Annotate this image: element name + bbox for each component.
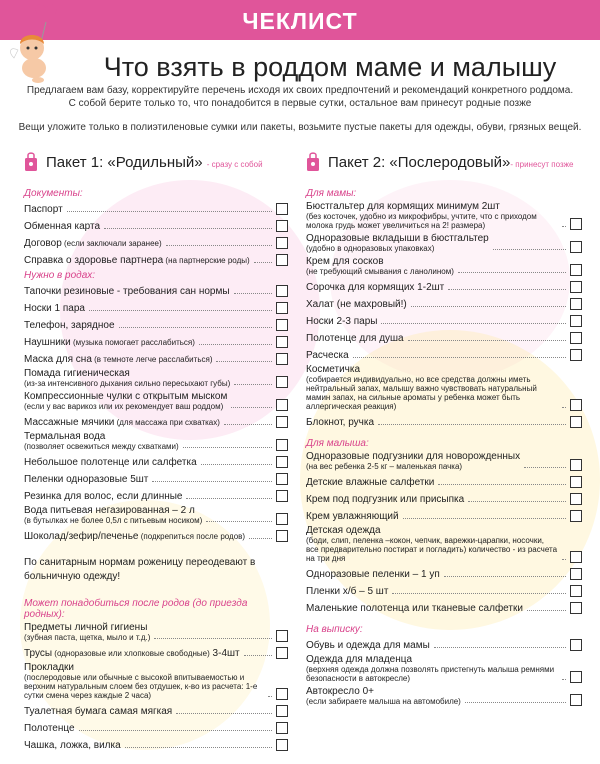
dotted-leader [562,679,566,680]
checklist-item [306,364,582,411]
checkbox[interactable] [276,513,288,525]
checkbox[interactable] [276,630,288,642]
checkbox[interactable] [276,399,288,411]
item-label: Детские влажные салфетки [306,477,435,488]
checklist-item [24,737,288,751]
dotted-leader [166,245,272,246]
item-label: Телефон, зарядное [24,320,115,331]
item-text [306,233,493,253]
dotted-leader [438,484,566,485]
dotted-leader [527,610,566,611]
checklist-item [306,566,582,580]
item-text [306,654,562,683]
checkbox[interactable] [570,493,582,505]
item-label: Пленки х/б – 5 шт [306,586,389,597]
section-title-documents: Документы: [24,188,83,199]
dotted-leader [444,576,566,577]
package-2-header [306,150,582,184]
item-text [306,603,527,614]
item-text [24,221,104,232]
item-text [24,431,183,451]
item-label: Тапочки резиновые - требования сан нормы [24,286,230,297]
checkbox[interactable] [570,315,582,327]
item-text [24,505,206,525]
dotted-leader [224,424,272,425]
item-text [306,686,465,706]
checklist-item [24,488,288,502]
package-title-text: Пакет 2: «Послеродовый» [328,154,511,171]
item-text [24,391,231,411]
checkbox[interactable] [276,439,288,451]
checkbox[interactable] [570,551,582,563]
item-text [24,238,166,249]
item-note: (если у вас варикоз или их рекомендует ваш роддом) [24,402,224,411]
checkbox[interactable] [276,254,288,266]
item-text [306,299,411,310]
item-note: (без косточек, удобно из микрофибры, учтите, что с приходом молока грудь может увеличиться на 2! размера) [306,212,537,230]
item-note: (из-за интенсивного дыхания сильно пересыхают губы) [24,379,231,388]
dotted-leader [89,310,272,311]
item-label: Крем под подгузник или присыпка [306,494,465,505]
section-title-after-birth [24,598,288,620]
checklist-item [24,454,288,468]
package-1-header [24,150,288,184]
item-text [24,740,125,751]
item-quantity: 3-4шт [209,648,240,659]
item-label: Носки 2-3 пары [306,316,378,327]
bag-icon [306,152,320,172]
item-text [306,477,438,488]
item-text [24,706,176,717]
item-text [306,256,458,276]
item-label: Халат (не махровый!) [306,299,407,310]
dotted-leader [125,747,272,748]
section-title-discharge: На выписку: [306,624,363,635]
item-label: Шоколад/зефир/печенье [24,531,139,542]
item-label: Одноразовые подгузники для новорожденных [306,451,521,462]
item-label: Пеленки одноразовые 5шт [24,474,149,485]
checkbox[interactable] [570,241,582,253]
item-label: Косметичка [306,364,361,375]
checkbox[interactable] [276,302,288,314]
item-text [24,204,67,215]
checklist-item [306,600,582,614]
item-label: Чашка, ложка, вилка [24,740,121,751]
checkbox[interactable] [276,739,288,751]
intro-line: Предлагаем вам базу, корректируйте перечень исходя их своих предпочтений и рекомендаций конкретного роддома. [26,85,574,96]
bag-icon [24,152,38,172]
item-label: Полотенце [24,723,75,734]
item-text [306,640,434,651]
item-hint: (подкрепиться после родов) [138,532,246,541]
dotted-leader [378,424,566,425]
item-label: Массажные мячики [24,417,115,428]
dotted-leader [67,211,272,212]
dotted-leader [186,498,272,499]
dotted-leader [231,407,272,408]
intro-packing-note: Вещи уложите только в полиэтиленовые сумки или пакеты, возьмите пустые пакеты для одежды, обуви, грязных вещей. [18,122,582,133]
checklist-item [24,218,288,232]
dotted-leader [104,228,272,229]
item-text [24,354,216,365]
item-note: (на вес ребенка 2-5 кг – маленькая пачка) [306,462,463,471]
checklist-item [306,347,582,361]
dotted-leader [154,638,272,639]
dotted-leader [392,593,566,594]
section-title-for-baby: Для малыша: [306,438,369,449]
checkbox[interactable] [570,332,582,344]
item-note: (верхняя одежда должна позволять пристегнуть малыша ремнями безопасности в автокресле) [306,665,555,683]
checklist-item [24,662,288,700]
dotted-leader [408,340,566,341]
checklist-item [24,414,288,428]
checkbox[interactable] [276,705,288,717]
package-1-column [24,150,288,754]
item-text [24,723,79,734]
item-label: Договор [24,238,62,249]
dotted-leader [381,323,566,324]
dotted-leader [493,249,566,250]
item-text [306,525,562,563]
item-text [306,333,408,344]
item-label: Предметы личной гигиены [24,622,148,633]
item-text [24,255,254,266]
item-text [306,451,524,471]
checkbox[interactable] [276,490,288,502]
item-text [24,320,119,331]
checklist-item [24,645,288,659]
section-title-text: Может понадобиться после родов [24,598,190,609]
checkbox[interactable] [570,416,582,428]
item-note: (боди, слип, пеленка –кокон, чепчик, варежки-царапки, носочки, все предварительно постират и погладить) количество - из расчета на три дня [306,536,558,563]
checklist-item [306,201,582,230]
checklist-item [24,252,288,266]
item-hint: (на партнерские роды) [163,256,250,265]
dotted-leader [152,481,272,482]
checkbox[interactable] [570,510,582,522]
checkbox[interactable] [276,456,288,468]
item-label: Крем увлажняющий [306,511,399,522]
item-note: (не требующий смывания с ланолином) [306,267,454,276]
dotted-leader [468,501,566,502]
item-text [24,303,89,314]
section-title-for-mom: Для мамы: [306,188,357,199]
dotted-leader [254,262,272,263]
checklist-item [24,300,288,314]
item-label: Полотенце для душа [306,333,404,344]
checklist-item [306,637,582,651]
item-label: Расческа [306,350,349,361]
item-text [306,494,468,505]
dotted-leader [216,361,272,362]
checkbox[interactable] [276,688,288,700]
checklist-item [306,491,582,505]
item-label: Одежда для младенца [306,654,413,665]
item-text [306,350,353,361]
sanitary-note: По санитарным нормам роженицу переодевают в больничную одежду! [24,557,256,582]
item-label: Блокнот, ручка [306,417,375,428]
item-label: Одноразовые пеленки – 1 уп [306,569,440,580]
item-note: (если забираете малыша на автомобиле) [306,697,461,706]
item-text [24,622,154,642]
item-label: Автокресло 0+ [306,686,374,697]
checkbox[interactable] [276,376,288,388]
item-label: Паспорт [24,204,63,215]
checkbox[interactable] [570,218,582,230]
checklist-item [306,508,582,522]
dotted-leader [234,384,272,385]
item-label: Вода питьевая негазированная – 2 л [24,505,195,516]
dotted-leader [353,357,566,358]
checkbox[interactable] [276,722,288,734]
dotted-leader [176,713,272,714]
checkbox[interactable] [276,220,288,232]
checklist-item [306,256,582,276]
dotted-leader [244,655,272,656]
item-note: (собирается индивидуально, но все средства должны иметь нейтральный запах, малышу важно чувствовать натуральный мамин запах, на сильные ароматы у ребенка может быть аллергическая реакция) [306,375,537,411]
checklist-item [24,235,288,249]
checkbox[interactable] [570,349,582,361]
dotted-leader [206,521,272,522]
item-text [24,662,268,700]
dotted-leader [79,730,272,731]
item-label: Справка о здоровье партнера [24,255,164,266]
dotted-leader [249,538,272,539]
dotted-leader [458,272,566,273]
checkbox[interactable] [276,473,288,485]
dotted-leader [403,518,566,519]
section-title-birth: Нужно в родах: [24,270,96,281]
dotted-leader [524,467,566,468]
checklist-item [306,583,582,597]
item-label: Детская одежда [306,525,381,536]
item-label: Бюстгальтер для кормящих минимум 2шт [306,201,500,212]
item-label: Помада гигиеническая [24,368,130,379]
checkbox[interactable] [570,694,582,706]
package-title-text: Пакет 1: «Родильный» [46,154,203,171]
package-note: - сразу с собой [206,160,263,169]
dotted-leader [268,696,272,697]
checkbox[interactable] [276,647,288,659]
item-label: Компрессионные чулки с открытым мыском [24,391,228,402]
checklist-item [306,279,582,293]
item-label: Туалетная бумага самая мягкая [24,706,173,717]
checkbox[interactable] [276,530,288,542]
item-text [306,417,378,428]
item-hint: (одноразовые или хлопковые свободные) [52,649,210,658]
checkbox[interactable] [570,264,582,276]
package-1-title [46,154,263,171]
checklist-item [24,391,288,411]
item-note: (в бутылках не более 0,5л с питьевым носиком) [24,516,203,525]
item-note: (позволяет освежиться между схватками) [24,442,179,451]
item-label: Носки 1 пара [24,303,85,314]
checklist-item [24,505,288,525]
checklist-item [24,334,288,348]
section-title-note: (до приезда родных): [24,598,248,620]
dotted-leader [199,344,272,345]
item-text [24,531,249,542]
checklist-item [306,233,582,253]
checklist-item [306,414,582,428]
checklist-item [306,654,582,683]
checklist-item [24,528,288,542]
checkbox[interactable] [570,602,582,614]
item-text [24,491,186,502]
item-text [24,337,199,348]
item-text [24,368,234,388]
item-text [306,364,562,411]
package-2-column [306,150,582,709]
checklist-item [306,313,582,327]
item-text [24,474,152,485]
checklist-item [306,525,582,563]
item-label: Термальная вода [24,431,106,442]
intro-line: С собой берите только то, что понадобится в первые сутки, остальное вам принесут родные позже [68,98,532,109]
checkbox[interactable] [570,399,582,411]
intro-text [10,84,590,110]
item-label: Небольшое полотенце или салфетка [24,457,197,468]
package-note: - принесут позже [510,160,574,169]
checkbox[interactable] [276,336,288,348]
header-title: ЧЕКЛИСТ [242,8,358,34]
item-label: Обувь и одежда для мамы [306,640,430,651]
checklist-item [24,368,288,388]
checklist-item [24,351,288,365]
dotted-leader [448,289,566,290]
checklist-item [306,330,582,344]
dotted-leader [562,226,566,227]
checkbox[interactable] [570,459,582,471]
page-title: Что взять в роддом маме и малышу [103,52,557,82]
checkbox[interactable] [276,237,288,249]
checklist-item [24,703,288,717]
checkbox[interactable] [276,319,288,331]
checklist-item [24,283,288,297]
item-hint: (для массажа при схватках) [114,418,220,427]
dotted-leader [562,559,566,560]
checklist-item [24,471,288,485]
item-text [24,286,234,297]
item-text [24,457,201,468]
dotted-leader [183,447,272,448]
checklist-item [306,686,582,706]
item-note: (удобно в одноразовых упаковках) [306,244,435,253]
item-hint: (если заключали заранее) [61,239,162,248]
dotted-leader [434,647,566,648]
checklist-item [24,622,288,642]
item-text [306,569,444,580]
item-text [306,316,381,327]
dotted-leader [119,327,272,328]
item-label: Сорочка для кормящих 1-2шт [306,282,445,293]
dotted-leader [562,407,566,408]
dotted-leader [201,464,272,465]
item-label: Наушники [24,337,71,348]
checkbox[interactable] [276,285,288,297]
item-hint: (в темноте легче расслабиться) [91,355,213,364]
checkbox[interactable] [276,203,288,215]
item-note: (послеродовые или обычные с высокой впитываемостью и верхним натуральным слоем без отдушек, к-во из расчета: 1-е сутки смена через каждые 2 часа) [24,673,258,700]
item-text [24,648,244,659]
item-label: Одноразовые вкладыши в бюстгальтер [306,233,489,244]
item-label: Трусы [24,648,53,659]
item-note: (зубная паста, щетка, мыло и т.д.) [24,633,151,642]
item-label: Резинка для волос, если длинные [24,491,183,502]
checklist-item [24,720,288,734]
checkbox[interactable] [570,298,582,310]
item-text [306,511,403,522]
item-label: Крем для сосков [306,256,384,267]
checkbox[interactable] [570,671,582,683]
checklist-item [306,296,582,310]
checkbox[interactable] [570,585,582,597]
item-label: Маска для сна [24,354,92,365]
checklist-item [306,451,582,471]
checklist-item [306,474,582,488]
item-label: Маленькие полотенца или тканевые салфетки [306,603,523,614]
dotted-leader [411,306,566,307]
checklist-item [24,317,288,331]
dotted-leader [234,293,272,294]
checklist-item [24,431,288,451]
dotted-leader [465,702,566,703]
checkbox[interactable] [570,476,582,488]
item-text [306,201,562,230]
checkbox[interactable] [570,639,582,651]
item-text [306,586,392,597]
item-label: Обменная карта [24,221,101,232]
package-2-title [328,154,573,171]
checkbox[interactable] [570,281,582,293]
item-text [24,417,224,428]
checkbox[interactable] [276,416,288,428]
checkbox[interactable] [570,568,582,580]
item-label: Прокладки [24,662,74,673]
item-text [306,282,448,293]
checkbox[interactable] [276,353,288,365]
header-band [0,0,600,40]
checklist-item [24,201,288,215]
cupid-icon [8,2,64,84]
item-hint: (музыка помогает расслабиться) [70,338,195,347]
